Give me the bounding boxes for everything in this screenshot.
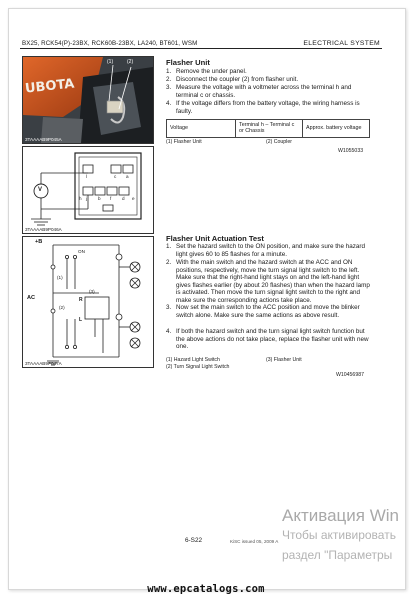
watermark-line-1: Активация Win: [282, 506, 399, 525]
actuation-note-2: (2) Turn Signal Light Switch: [166, 364, 230, 370]
actuation-note-3: (3) Flasher Unit: [266, 357, 302, 363]
photo-code: 3TAAAAB9P045A: [25, 137, 62, 142]
terminal-b: b: [98, 196, 101, 201]
circuit-figure: [22, 236, 154, 368]
terminal-l: l: [86, 174, 88, 179]
flasher-unit-title: Flasher Unit: [166, 58, 210, 67]
circuit-diagram: [23, 237, 153, 367]
label-n1: (1): [57, 275, 63, 280]
issue-date: KiSC issued 05, 2009 A: [230, 539, 279, 544]
actuation-test-title: Flasher Unit Actuation Test: [166, 234, 264, 243]
photo-brand-text: UBOTA: [24, 76, 76, 97]
terminal-h: h: [79, 196, 82, 201]
voltage-value: Approx. battery voltage: [303, 120, 370, 138]
header-rule: [20, 48, 382, 49]
label-n2: (2): [59, 305, 65, 310]
header-models: BX25, RCK54(P)-23BX, RCK60B-23BX, LA240, BT601, WSM: [22, 40, 198, 47]
terminal-d: d: [122, 196, 125, 201]
actuation-code: W10456987: [336, 372, 364, 378]
terminal-e: e: [132, 196, 135, 201]
terminal-a: a: [126, 174, 129, 179]
photo-illustration: [23, 57, 153, 143]
connector-figure: [22, 146, 154, 234]
voltage-table: [166, 119, 370, 138]
watermark-line-2: Чтобы активировать: [282, 528, 396, 542]
connector-diagram: [23, 147, 153, 233]
circuit-code: 3TAAAAB9P047A: [25, 361, 62, 366]
label-battery: +B: [35, 239, 43, 245]
terminal-j: j: [86, 196, 88, 201]
photo-label-1: (1): [107, 59, 114, 65]
label-l: L: [79, 317, 83, 323]
voltage-col-header: Terminal h – Terminal c or Chassis: [236, 120, 303, 138]
watermark-line-3: раздел "Параметры: [282, 548, 393, 562]
label-r: R: [79, 297, 83, 303]
terminal-f: f: [110, 196, 112, 201]
flasher-note-1: (1) Flasher Unit: [166, 139, 202, 145]
connector-code: 3TAAAAB9P046A: [25, 227, 62, 232]
label-ac: AC: [27, 295, 36, 301]
flasher-unit-photo: [22, 56, 154, 144]
label-n3: (3): [89, 289, 95, 294]
site-url[interactable]: www.epcatalogs.com: [147, 583, 265, 595]
photo-label-2: (2): [127, 59, 134, 65]
header-section: ELECTRICAL SYSTEM: [303, 40, 380, 47]
actuation-note-1: (1) Hazard Light Switch: [166, 357, 220, 363]
label-on: ON: [78, 249, 85, 254]
meter-label: V: [38, 187, 43, 193]
flasher-code: W1055033: [338, 148, 364, 154]
voltage-row-label: Voltage: [167, 120, 236, 138]
page-number: 6-S22: [185, 537, 203, 544]
terminal-c: c: [114, 174, 117, 179]
flasher-note-2: (2) Coupler: [266, 139, 292, 145]
